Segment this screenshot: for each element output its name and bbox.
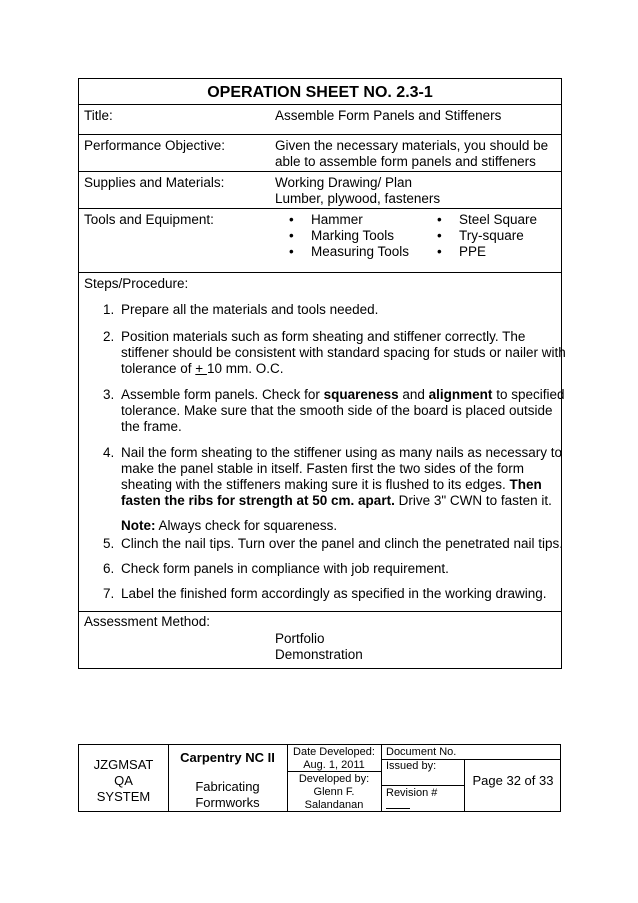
tool-item: • Marking Tools <box>289 228 395 243</box>
issued-by-label: Issued by: <box>386 760 437 772</box>
document-footer <box>78 744 561 812</box>
course-name: Carpentry NC II <box>180 750 275 765</box>
tool-item: • Steel Square <box>437 212 538 227</box>
objective-line: Given the necessary materials, you should be <box>275 138 549 153</box>
supplies-row <box>79 172 561 209</box>
title-label: Title: <box>84 108 113 123</box>
step-4: 4. Nail the form sheating to the stiffener using as many nails as necessary to make the panel stable in itself. Fasten first the two sides of the form sheating with the stiffeners making sure it is flushed to its edges. Then fasten the ribs for strength at 50 cm. apart. Drive 3" CWN to fasten it. Note: Always check for squareness. <box>103 445 562 533</box>
supplies-line: Working Drawing/ Plan <box>275 175 413 190</box>
steps-section <box>79 273 566 612</box>
step-1: 1. Prepare all the materials and tools needed. <box>103 302 379 317</box>
document-no-label: Document No. <box>386 746 457 758</box>
supplies-line: Lumber, plywood, fasteners <box>275 191 441 206</box>
tools-label: Tools and Equipment: <box>84 212 214 227</box>
objective-value <box>275 138 548 170</box>
page-number: Page 32 of 33 <box>472 773 554 788</box>
tools-list-right <box>437 212 537 260</box>
org-name: JZGMSAT QA SYSTEM <box>93 757 154 804</box>
module-name: Fabricating Formworks <box>195 779 260 810</box>
step-2: 2. Position materials such as form sheating and stiffener correctly. The stiffener should be consistent with standard spacing for studs or nailer with tolerance of + 10 mm. O.C. <box>103 329 566 376</box>
revision-label: Revision # <box>386 787 438 799</box>
objective-label: Performance Objective: <box>84 138 226 153</box>
assessment-row <box>79 612 561 668</box>
tool-item: • Try-square <box>437 228 524 243</box>
supplies-value <box>275 175 440 207</box>
sheet-header: OPERATION SHEET NO. 2.3-1 <box>207 84 433 101</box>
step-3: 3. Assemble form panels. Check for squareness and alignment to specified tolerance. Make sure that the smooth side of the board is placed outside the frame. <box>103 387 565 434</box>
supplies-label: Supplies and Materials: <box>84 175 225 190</box>
title-value: Assemble Form Panels and Stiffeners <box>275 108 502 123</box>
date-developed: Date Developed: Aug. 1, 2011 <box>293 746 375 771</box>
title-row <box>79 105 561 135</box>
revision-blank <box>386 808 410 809</box>
tools-list-left <box>289 212 409 260</box>
step-5: 5. Clinch the nail tips. Turn over the panel and clinch the penetrated nail tips. <box>103 536 564 551</box>
step-6: 6. Check form panels in compliance with job requirement. <box>103 561 449 576</box>
tool-item: • Hammer <box>289 212 363 227</box>
tool-item: • Measuring Tools <box>289 244 410 259</box>
assessment-label: Assessment Method: <box>84 614 211 629</box>
tools-row <box>79 209 561 273</box>
steps-label: Steps/Procedure: <box>84 276 189 291</box>
sheet-header-row <box>79 79 561 105</box>
objective-line: able to assemble form panels and stiffeners <box>275 154 536 169</box>
developed-by: Developed by: Glenn F. Salandanan <box>298 773 370 811</box>
step-7: 7. Label the finished form accordingly as specified in the working drawing. <box>103 586 547 601</box>
operation-sheet <box>78 78 566 669</box>
objective-row <box>79 135 561 172</box>
assessment-value: Portfolio Demonstration <box>275 631 363 662</box>
tool-item: • PPE <box>437 244 487 259</box>
